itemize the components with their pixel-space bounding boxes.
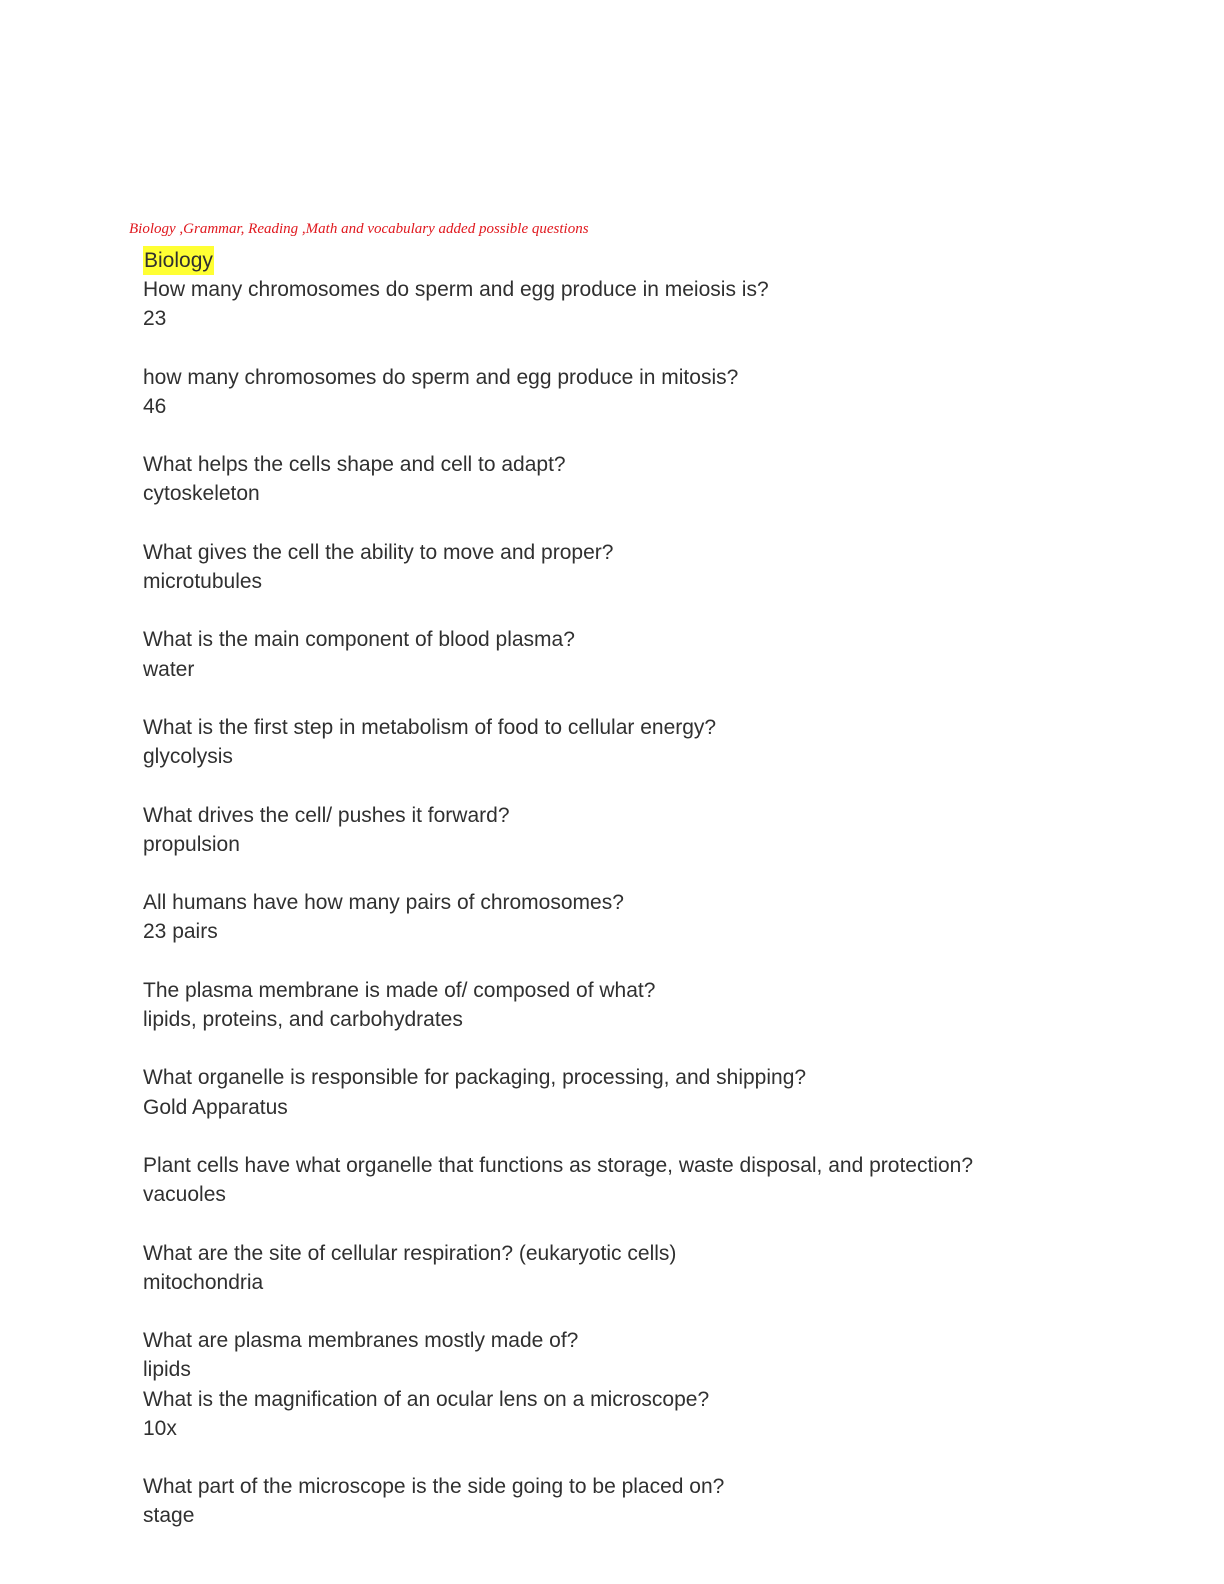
question-text: What are plasma membranes mostly made of? <box>143 1329 579 1353</box>
section-heading-biology <box>143 246 1203 275</box>
answer-text: lipids, proteins, and carbohydrates <box>143 1007 463 1031</box>
answer-text: glycolysis <box>143 745 233 769</box>
answer-text: Gold Apparatus <box>143 1095 288 1119</box>
question-text: What organelle is responsible for packaging, processing, and shipping? <box>143 1066 807 1090</box>
blank-line <box>143 1209 1203 1238</box>
blank-line <box>143 684 1203 713</box>
blank-line <box>143 1034 1203 1063</box>
question-text: What is the first step in metabolism of food to cellular energy? <box>143 715 717 739</box>
answer-text: 10x <box>143 1416 177 1440</box>
question-text: How many chromosomes do sperm and egg produce in meiosis is? <box>143 278 769 301</box>
answer-text: microtubules <box>143 569 263 593</box>
question-text: Plant cells have what organelle that functions as storage, waste disposal, and protection? <box>143 1153 974 1177</box>
document-body <box>143 246 1203 1531</box>
answer-text: stage <box>143 1504 195 1528</box>
blank-line <box>143 947 1203 976</box>
blank-line <box>143 421 1203 450</box>
question-text: The plasma membrane is made of/ composed of what? <box>143 978 656 1002</box>
blank-line <box>143 1443 1203 1472</box>
answer-text: lipids <box>143 1358 191 1382</box>
question-text: how many chromosomes do sperm and egg produce in mitosis? <box>143 365 739 389</box>
answer-text: 46 <box>143 394 167 418</box>
answer-text: vacuoles <box>143 1183 226 1207</box>
blank-line <box>143 1122 1203 1151</box>
answer-text: 23 <box>143 307 167 331</box>
blank-line <box>143 509 1203 538</box>
answer-text: water <box>143 657 195 681</box>
answer-text: mitochondria <box>143 1270 264 1294</box>
question-text: What part of the microscope is the side going to be placed on? <box>143 1475 725 1499</box>
question-text: What is the main component of blood plasma? <box>143 628 575 652</box>
answer-text: cytoskeleton <box>143 482 260 506</box>
blank-line <box>143 771 1203 800</box>
question-text: All humans have how many pairs of chromosomes? <box>143 891 624 915</box>
answer-text: propulsion <box>143 832 240 856</box>
question-text: What are the site of cellular respiration? (eukaryotic cells) <box>143 1241 677 1265</box>
question-text: What helps the cells shape and cell to adapt? <box>143 453 566 477</box>
question-list <box>143 275 1203 1531</box>
question-text: What gives the cell the ability to move and proper? <box>143 540 614 564</box>
blank-line <box>143 1297 1203 1326</box>
blank-line <box>143 596 1203 625</box>
answer-text: 23 pairs <box>143 920 218 944</box>
blank-line <box>143 859 1203 888</box>
document-header: Biology ,Grammar, Reading ,Math and vocabulary added possible questions <box>129 221 589 237</box>
section-heading-text: Biology <box>143 246 214 275</box>
blank-line <box>143 333 1203 362</box>
question-text: What is the magnification of an ocular lens on a microscope? <box>143 1387 710 1411</box>
question-text: What drives the cell/ pushes it forward? <box>143 803 510 827</box>
